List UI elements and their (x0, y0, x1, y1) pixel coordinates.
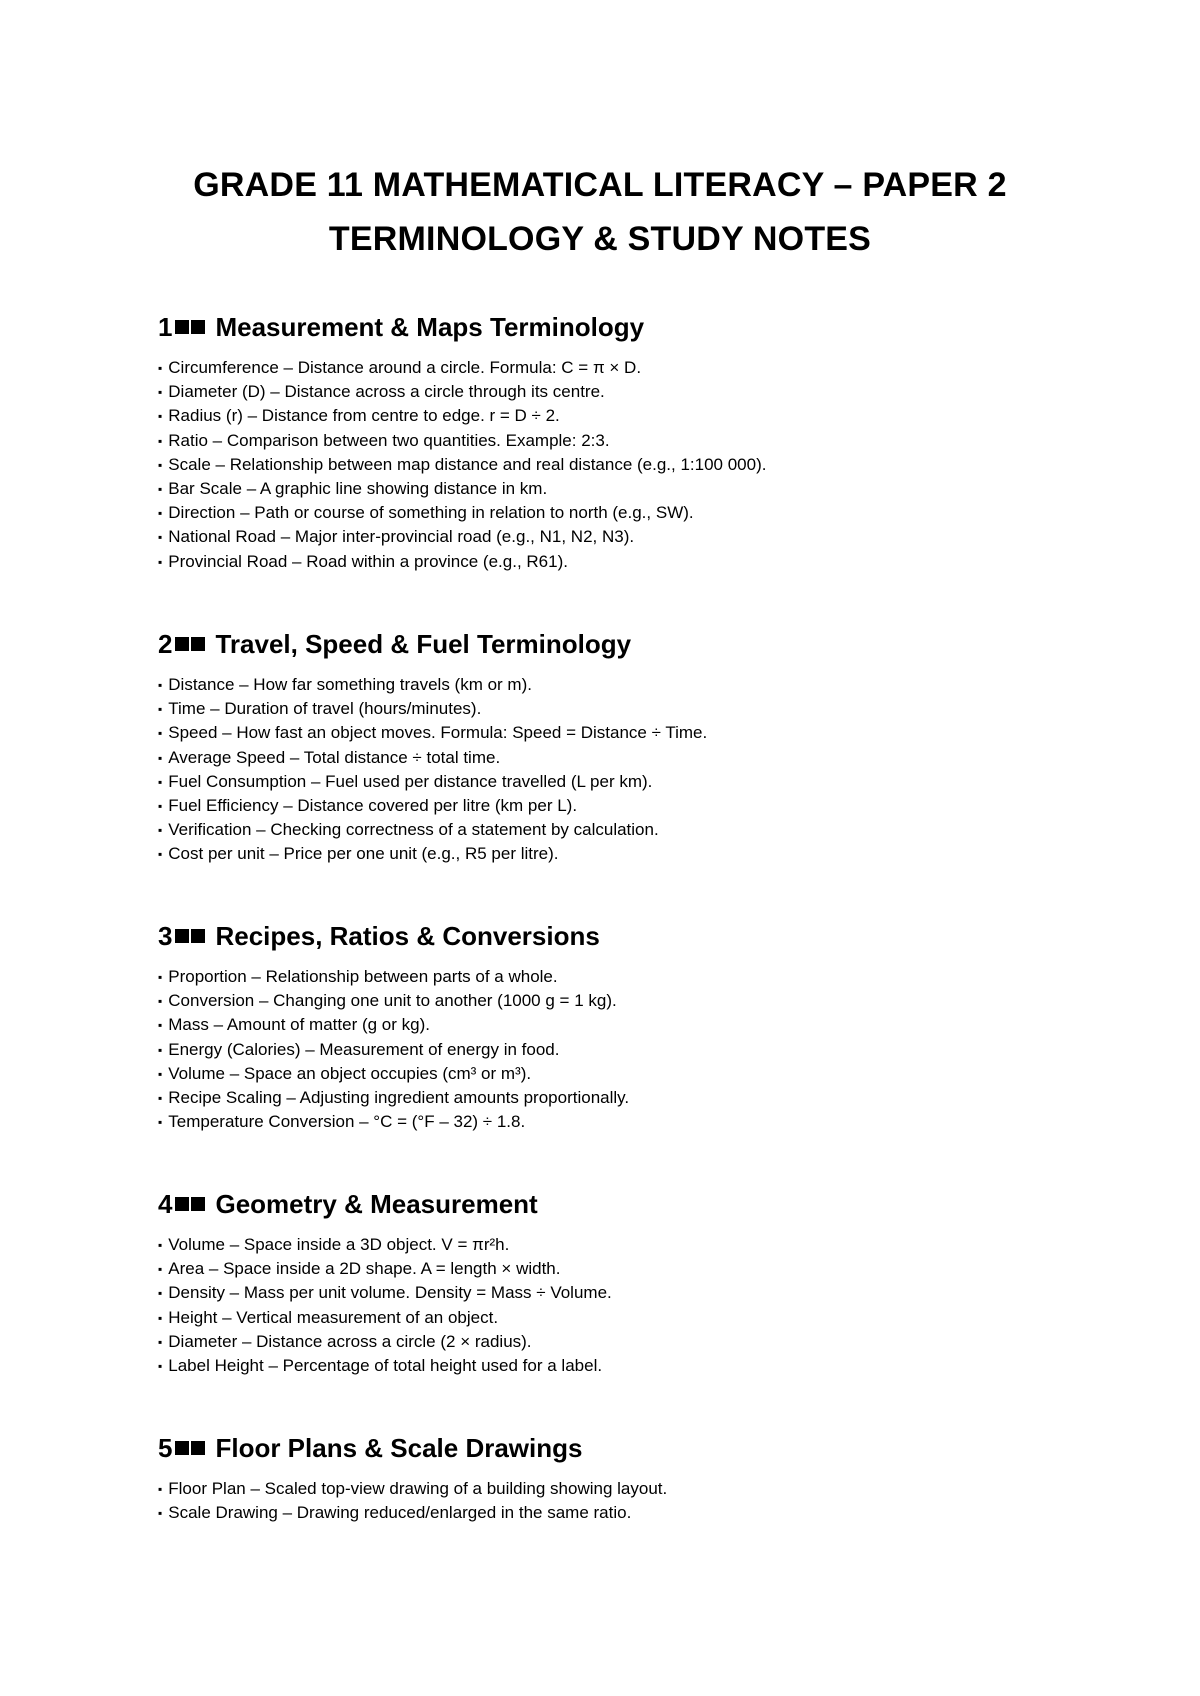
list-item (158, 673, 1108, 697)
bullet-icon: ▪ (158, 1482, 163, 1496)
square-icon (191, 1197, 205, 1211)
term-text: Recipe Scaling – Adjusting ingredient amounts proportionally. (168, 1087, 630, 1107)
title-line-1: GRADE 11 MATHEMATICAL LITERACY – PAPER 2 (193, 166, 1007, 204)
square-icon (191, 320, 205, 334)
term-text: Label Height – Percentage of total height used for a label. (168, 1355, 603, 1375)
term-text: Diameter (D) – Distance across a circle through its centre. (168, 382, 605, 402)
bullet-icon: ▪ (158, 823, 163, 838)
term-text: Radius (r) – Distance from centre to edge. r = D ÷ 2. (168, 406, 560, 426)
term-text: Density – Mass per unit volume. Density = Mass ÷ Volume. (168, 1283, 612, 1303)
term-text: Mass – Amount of matter (g or kg). (168, 1015, 430, 1035)
bullet-icon: ▪ (158, 1262, 163, 1277)
section-title: Geometry & Measurement (215, 1189, 538, 1219)
term-text: Temperature Conversion – °C = (°F – 32) ÷ 1.8. (168, 1112, 526, 1132)
section-number: 1 (158, 312, 173, 342)
list-item (158, 356, 1108, 380)
list-item (158, 1062, 1108, 1086)
section-title: Floor Plans & Scale Drawings (215, 1433, 583, 1463)
term-text: Time – Duration of travel (hours/minutes). (168, 699, 482, 719)
term-text: Scale Drawing – Drawing reduced/enlarged in the same ratio. (168, 1503, 632, 1523)
bullet-icon: ▪ (158, 385, 163, 400)
list-item (158, 721, 1108, 745)
term-text: Circumference – Distance around a circle. Formula: C = π × D. (168, 358, 642, 377)
bullet-icon: ▪ (158, 798, 163, 813)
bullet-icon: ▪ (158, 481, 163, 496)
bullet-icon: ▪ (158, 847, 163, 862)
term-text: Direction – Path or course of something in relation to north (e.g., SW). (168, 503, 694, 523)
term-text: Bar Scale – A graphic line showing distance in km. (168, 478, 548, 498)
section-heading (158, 919, 1108, 953)
list-item (158, 550, 1108, 574)
bullet-icon: ▪ (158, 750, 163, 765)
term-list (158, 1477, 1108, 1525)
title-line-2: TERMINOLOGY & STUDY NOTES (328, 220, 872, 258)
section-number: 5 (158, 1433, 173, 1463)
bullet-icon: ▪ (158, 1310, 163, 1325)
section-title: Travel, Speed & Fuel Terminology (215, 629, 632, 659)
bullet-icon: ▪ (158, 457, 163, 472)
term-text: Diameter – Distance across a circle (2 × radius). (168, 1331, 532, 1351)
section-title: Recipes, Ratios & Conversions (215, 921, 600, 951)
bullet-icon: ▪ (158, 1018, 163, 1033)
list-item (158, 697, 1108, 721)
list-item (158, 818, 1108, 842)
list-item (158, 1354, 1108, 1378)
list-item (158, 989, 1108, 1013)
list-item (158, 1330, 1108, 1354)
bullet-icon: ▪ (158, 1238, 163, 1252)
section-heading (158, 310, 1108, 344)
term-list (158, 1233, 1108, 1378)
bullet-icon: ▪ (158, 1358, 163, 1373)
term-text: Volume – Space an object occupies (cm³ or m³). (168, 1063, 532, 1083)
square-icon (175, 320, 189, 334)
bullet-icon: ▪ (158, 554, 163, 569)
section-floor-plans (158, 1431, 1108, 1525)
term-text: Distance – How far something travels (km or m). (168, 675, 532, 694)
term-text: Energy (Calories) – Measurement of energy in food. (168, 1039, 560, 1059)
list-item (158, 429, 1108, 453)
term-list (158, 673, 1108, 867)
list-item (158, 1257, 1108, 1281)
bullet-icon: ▪ (158, 994, 163, 1009)
bullet-icon: ▪ (158, 678, 163, 692)
square-icon (175, 929, 189, 943)
square-icon (175, 1441, 189, 1455)
term-text: Fuel Consumption – Fuel used per distance travelled (L per km). (168, 771, 653, 791)
square-icon (175, 1197, 189, 1211)
term-text: Fuel Efficiency – Distance covered per litre (km per L). (168, 795, 578, 815)
bullet-icon: ▪ (158, 726, 163, 741)
section-heading (158, 1431, 1108, 1465)
bullet-icon: ▪ (158, 774, 163, 789)
square-icon (191, 637, 205, 651)
bullet-icon: ▪ (158, 361, 163, 375)
list-item (158, 1501, 1108, 1525)
list-item (158, 1477, 1108, 1501)
list-item (158, 477, 1108, 501)
term-text: Speed – How fast an object moves. Formula: Speed = Distance ÷ Time. (168, 723, 708, 743)
term-text: Area – Space inside a 2D shape. A = length × width. (168, 1259, 561, 1279)
bullet-icon: ▪ (158, 433, 163, 448)
section-recipes-ratios (158, 919, 1108, 1134)
section-travel-speed-fuel (158, 627, 1108, 867)
list-item (158, 1013, 1108, 1037)
bullet-icon: ▪ (158, 1286, 163, 1301)
term-list (158, 965, 1108, 1134)
list-item (158, 525, 1108, 549)
bullet-icon: ▪ (158, 1506, 163, 1521)
list-item (158, 453, 1108, 477)
list-item (158, 404, 1108, 428)
section-number: 4 (158, 1189, 173, 1219)
list-item (158, 1306, 1108, 1330)
bullet-icon: ▪ (158, 1115, 163, 1130)
bullet-icon: ▪ (158, 1042, 163, 1057)
term-list (158, 356, 1108, 574)
term-text: Volume – Space inside a 3D object. V = πr²h. (168, 1235, 510, 1254)
term-text: Average Speed – Total distance ÷ total time. (168, 747, 501, 767)
term-text: Ratio – Comparison between two quantities. Example: 2:3. (168, 430, 610, 450)
term-text: Scale – Relationship between map distance and real distance (e.g., 1:100 000). (168, 454, 767, 474)
list-item (158, 746, 1108, 770)
term-text: Floor Plan – Scaled top-view drawing of a building showing layout. (168, 1479, 668, 1498)
square-icon (191, 929, 205, 943)
list-item (158, 842, 1108, 866)
bullet-icon: ▪ (158, 970, 163, 984)
section-title: Measurement & Maps Terminology (215, 312, 645, 342)
document-title (0, 158, 1200, 266)
section-geometry-measurement (158, 1187, 1108, 1378)
list-item (158, 380, 1108, 404)
bullet-icon: ▪ (158, 530, 163, 545)
section-heading (158, 1187, 1108, 1221)
bullet-icon: ▪ (158, 1090, 163, 1105)
term-text: Verification – Checking correctness of a statement by calculation. (168, 820, 659, 840)
section-heading (158, 627, 1108, 661)
list-item (158, 965, 1108, 989)
term-text: National Road – Major inter-provincial road (e.g., N1, N2, N3). (168, 527, 635, 547)
bullet-icon: ▪ (158, 1066, 163, 1081)
bullet-icon: ▪ (158, 409, 163, 424)
list-item (158, 1086, 1108, 1110)
list-item (158, 794, 1108, 818)
term-text: Proportion – Relationship between parts of a whole. (168, 967, 558, 986)
bullet-icon: ▪ (158, 1334, 163, 1349)
section-number: 3 (158, 921, 173, 951)
square-icon (191, 1441, 205, 1455)
bullet-icon: ▪ (158, 702, 163, 717)
list-item (158, 501, 1108, 525)
bullet-icon: ▪ (158, 506, 163, 521)
term-text: Conversion – Changing one unit to another (1000 g = 1 kg). (168, 991, 617, 1011)
square-icon (175, 637, 189, 651)
list-item (158, 1233, 1108, 1257)
section-measurement-maps (158, 310, 1108, 574)
term-text: Cost per unit – Price per one unit (e.g., R5 per litre). (168, 844, 559, 864)
term-text: Provincial Road – Road within a province (e.g., R61). (168, 551, 568, 571)
list-item (158, 1038, 1108, 1062)
list-item (158, 1110, 1108, 1134)
list-item (158, 1281, 1108, 1305)
term-text: Height – Vertical measurement of an object. (168, 1307, 499, 1327)
list-item (158, 770, 1108, 794)
section-number: 2 (158, 629, 173, 659)
